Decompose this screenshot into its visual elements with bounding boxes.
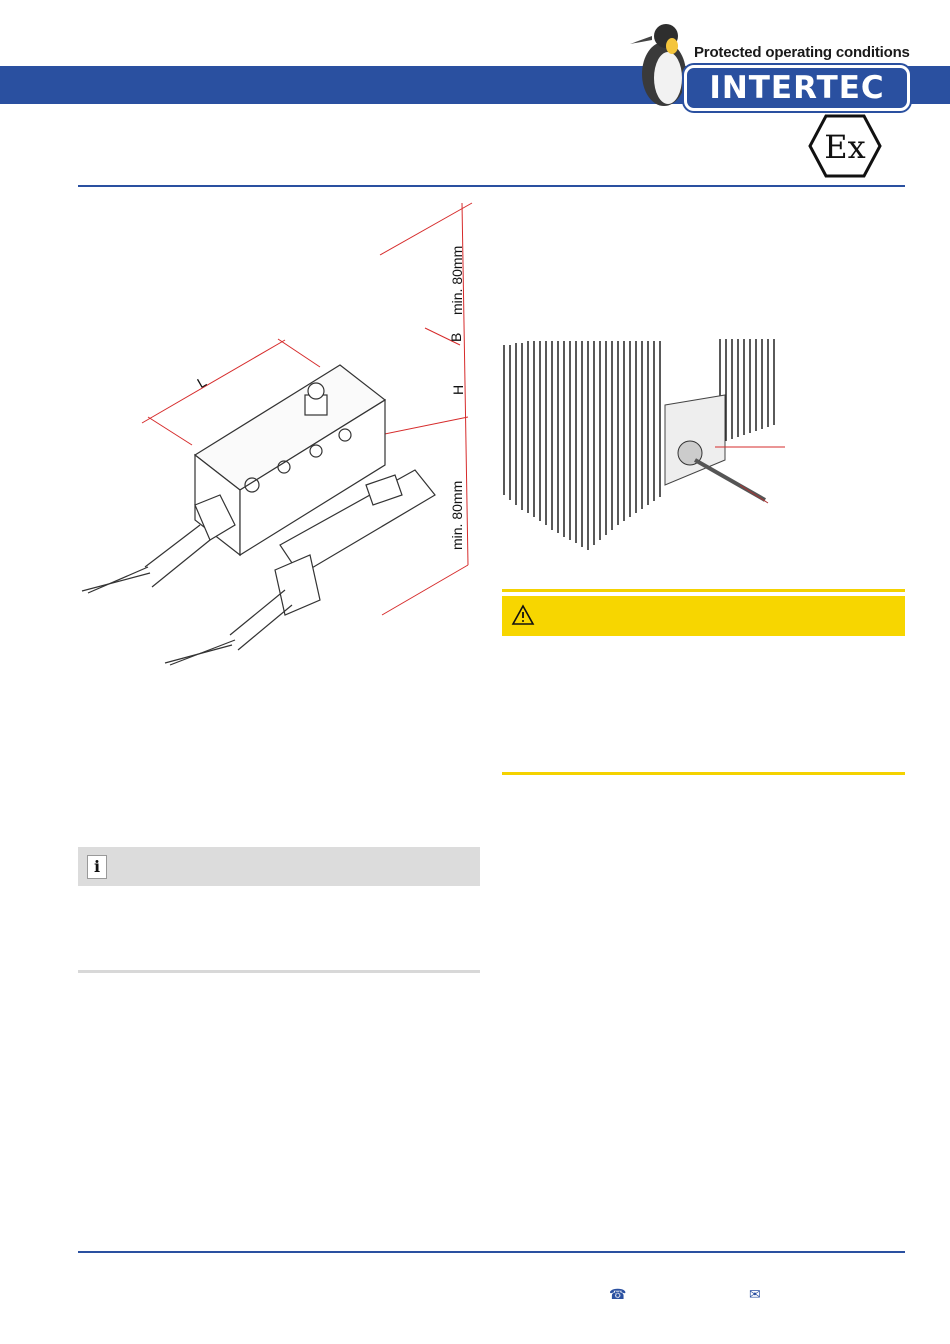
dimension-length-label: L — [194, 373, 209, 392]
ex-mark-label: Ex — [824, 128, 866, 166]
brand-tagline: Protected operating conditions — [694, 44, 910, 61]
mail-icon: ✉ — [749, 1286, 761, 1302]
warning-top-rule — [502, 589, 905, 592]
brand-logo-text: INTERTEC — [709, 70, 885, 106]
heater-dimension-drawing — [70, 195, 490, 675]
brand-logo — [684, 65, 910, 111]
finned-heater-photo — [500, 335, 800, 555]
dimension-height-label: H — [450, 384, 466, 395]
warning-triangle-icon — [511, 604, 535, 626]
footer-rule — [78, 1251, 905, 1253]
clearance-top-label: min. 80mm — [449, 245, 465, 315]
info-icon: i — [87, 855, 107, 879]
dimension-width-label: B — [448, 332, 464, 342]
phone-icon: ☎ — [609, 1286, 627, 1302]
info-header — [78, 847, 480, 886]
penguin-icon — [622, 20, 692, 108]
warning-header — [502, 596, 905, 636]
info-bottom-rule — [78, 970, 480, 973]
header-rule — [78, 185, 905, 187]
ex-hexagon-icon — [808, 114, 882, 178]
warning-bottom-rule — [502, 772, 905, 775]
clearance-bottom-label: min. 80mm — [449, 480, 465, 550]
